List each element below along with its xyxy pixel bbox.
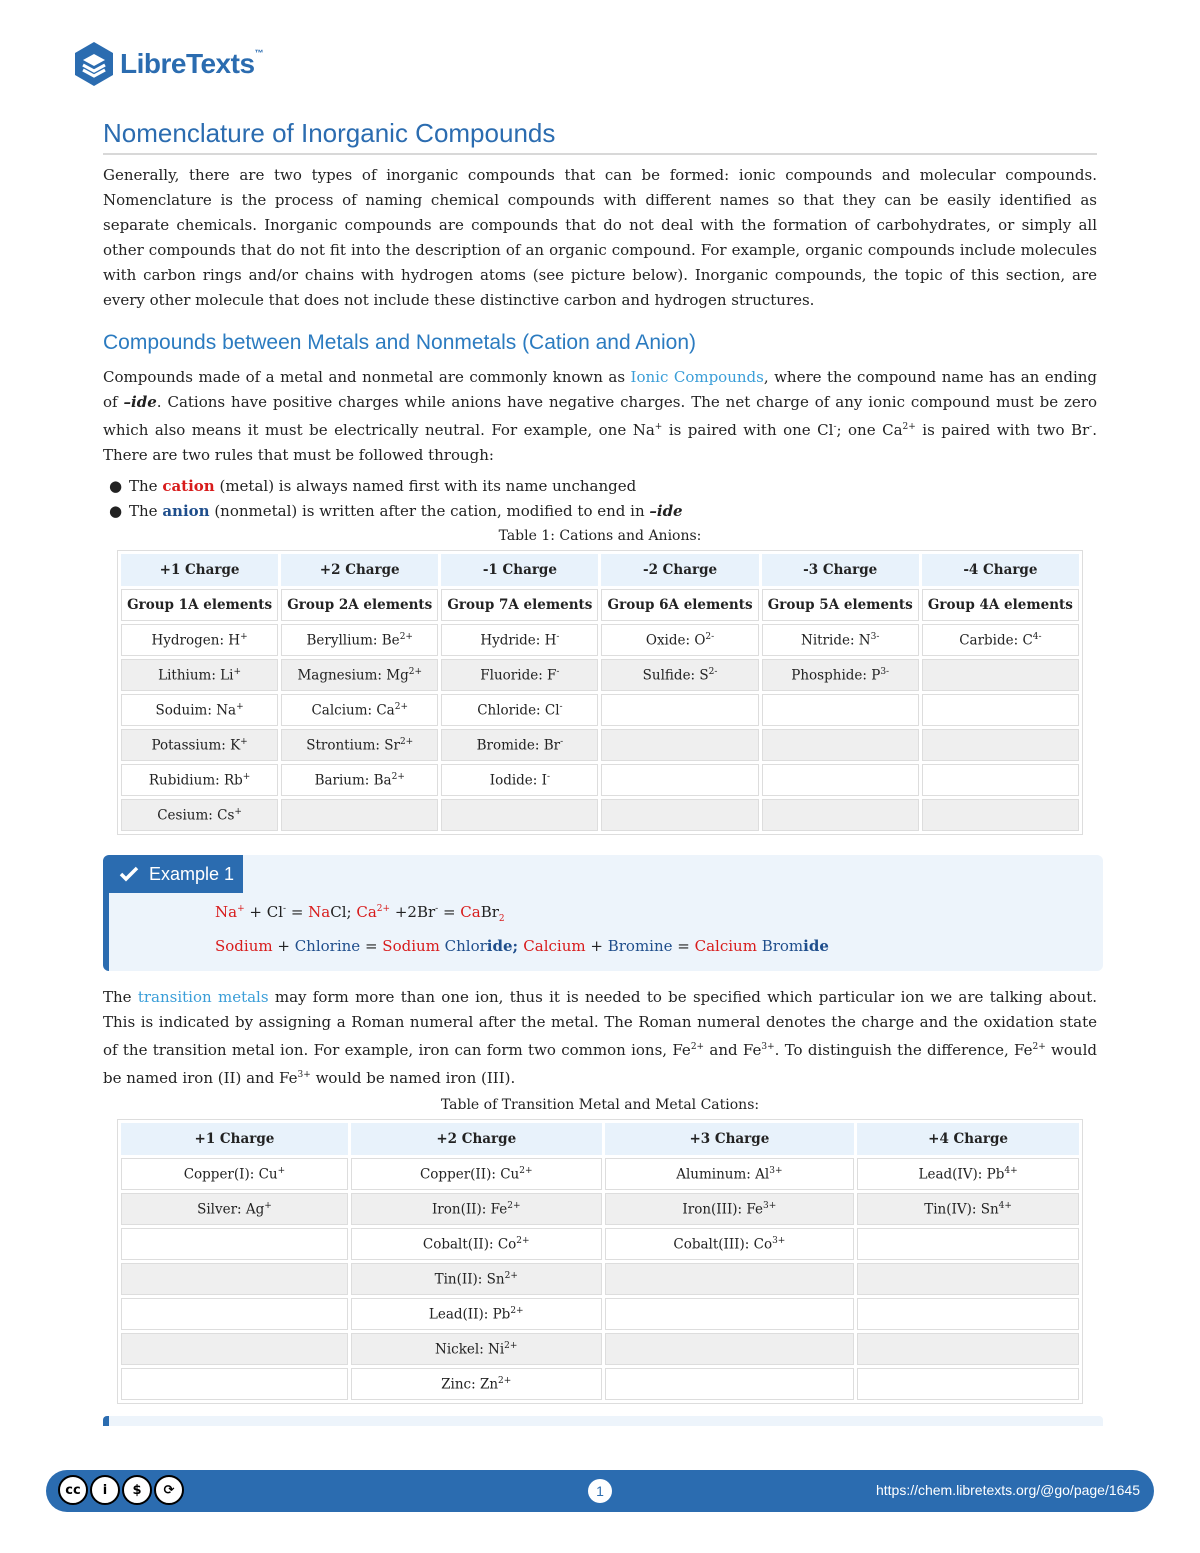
example-formula-line: Na+ + Cl- = NaCl; $Ca^{2+} +2Br^-$ = CaBr$_2$: [215, 903, 505, 924]
group-cell: Group 4A elements: [922, 589, 1079, 621]
table-cell: Copper(II): $Cu^{2+}$: [351, 1158, 602, 1190]
table-row: [121, 659, 1079, 691]
group-cell: Group 5A elements: [762, 589, 919, 621]
example-name-line: Sodium + Chlorine = Sodium Chloride; Calcium + Bromine = Calcium Bromide: [215, 937, 829, 955]
table-cell: [857, 1333, 1079, 1365]
table-cell: [441, 799, 598, 831]
table-cell: Phosphide: $P^{3-}$: [762, 659, 919, 691]
table2-caption: Table of Transition Metal and Metal Cations:: [440, 1097, 760, 1113]
table-cell: [601, 764, 758, 796]
transition-metals-link[interactable]: transition metals: [137, 988, 269, 1006]
table-cell: [922, 694, 1079, 726]
page-number: 1: [588, 1479, 612, 1503]
table-cell: Calcium: $Ca^{2+}$: [281, 694, 438, 726]
nc-icon: $: [122, 1475, 152, 1505]
table-cell: Barium: $Ba^{2+}$: [281, 764, 438, 796]
column-header: +4 Charge: [857, 1123, 1079, 1155]
table-cell: Hydride: H-: [441, 624, 598, 656]
table-cell: [605, 1333, 855, 1365]
table-cell: Cobalt(III): $Co^{3+}$: [605, 1228, 855, 1260]
column-header: -2 Charge: [601, 554, 758, 586]
table-cell: [121, 1263, 348, 1295]
table-cell: Chloride: Cl-: [441, 694, 598, 726]
table-cell: Cobalt(II): $Co^{2+}$: [351, 1228, 602, 1260]
group-cell: Group 1A elements: [121, 589, 278, 621]
table-row: [121, 694, 1079, 726]
table-cell: Copper(I): Cu+: [121, 1158, 348, 1190]
table-cell: Silver: Ag+: [121, 1193, 348, 1225]
column-header: +2 Charge: [351, 1123, 602, 1155]
table-cell: Sulfide: $S^{2-}$: [601, 659, 758, 691]
checkmark-icon: [119, 866, 139, 882]
table-cell: [857, 1298, 1079, 1330]
column-header: -4 Charge: [922, 554, 1079, 586]
cc-icon: cc: [58, 1475, 88, 1505]
table-cell: Lead(II): $Pb^{2+}$: [351, 1298, 602, 1330]
table-cell: Strontium: $Sr^{2+}$: [281, 729, 438, 761]
table-cell: Bromide: Br-: [441, 729, 598, 761]
logo-wordmark: LibreTexts™: [120, 48, 264, 79]
table-cell: Magnesium: $Mg^{2+}$: [281, 659, 438, 691]
table-cell: Rubidium: Rb+: [121, 764, 278, 796]
by-icon: i: [90, 1475, 120, 1505]
table-cell: Aluminum: $Al^{3+}$: [605, 1158, 855, 1190]
article-content: [103, 118, 1097, 835]
group-cell: Group 6A elements: [601, 589, 758, 621]
group-cell: Group 7A elements: [441, 589, 598, 621]
table-row: [121, 1158, 1079, 1190]
example-label: Example 1: [109, 855, 243, 893]
table-cell: [605, 1368, 855, 1400]
table-cell: [601, 799, 758, 831]
table-row: [121, 1263, 1079, 1295]
table-cell: [922, 764, 1079, 796]
table-row: [121, 1333, 1079, 1365]
table-cell: Zinc: $Zn^{2+}$: [351, 1368, 602, 1400]
bullet-icon: ●: [109, 477, 123, 495]
table-cell: [601, 729, 758, 761]
table-row: [121, 624, 1079, 656]
libretexts-logo[interactable]: [72, 40, 263, 88]
next-box-stub: [103, 1416, 1103, 1426]
table-cell: [857, 1263, 1079, 1295]
column-header: -1 Charge: [441, 554, 598, 586]
table-cell: [281, 799, 438, 831]
table-cell: Tin(IV): $Sn^{4+}$: [857, 1193, 1079, 1225]
intro-paragraph: Generally, there are two types of inorganic compounds that can be formed: ionic compounds and molecular compounds. Nomenclature is the process of naming chemical compounds with different names so that they can be easily identified as separate chemicals. Inorganic compounds are compounds that do not deal with the formation of carbohydrates, or simply all other compounds that do not fit into the description of an organic compound. For example, organic compounds include molecules with carbon rings and/or chains with hydrogen atoms (see picture below). Inorganic compounds, the topic of this section, are every other molecule that does not include these distinctive carbon and hydrogen structures.: [103, 166, 1097, 309]
table-cell: [922, 729, 1079, 761]
table-row: [121, 1298, 1079, 1330]
table-cell: [857, 1368, 1079, 1400]
table-cell: Oxide: $O^{2-}$: [601, 624, 758, 656]
rule-item: ● The anion (nonmetal) is written after the cation, modified to end in –ide: [129, 499, 1097, 524]
column-header: +2 Charge: [281, 554, 438, 586]
table-row: [121, 764, 1079, 796]
table-row: [121, 1193, 1079, 1225]
table-cell: [121, 1368, 348, 1400]
ionic-paragraph: Compounds made of a metal and nonmetal are commonly known as Ionic Compounds, where the compound name has an ending of –ide. Cations have positive charges while anions have negative charges. The net charge of any ionic compound must be zero which also means it must be electrically neutral. For example, one Na+ is paired with one Cl-; one $Ca^{2+}$ is paired with two Br-. There are two rules that must be followed through:: [103, 368, 1098, 464]
column-header: -3 Charge: [762, 554, 919, 586]
table-cell: [121, 1298, 348, 1330]
table-cell: [601, 694, 758, 726]
transition-section: [103, 985, 1097, 1404]
cations-anions-table: [117, 550, 1083, 835]
sa-icon: ⟳: [154, 1475, 184, 1505]
libretexts-logo-icon: [72, 40, 116, 88]
table-cell: Nitride: $N^{3-}$: [762, 624, 919, 656]
group-row: [121, 589, 1079, 621]
column-header: +1 Charge: [121, 554, 278, 586]
table-row: [121, 1228, 1079, 1260]
table-row: [121, 799, 1079, 831]
table-cell: Carbide: $C^{4-}$: [922, 624, 1079, 656]
example-box: [103, 855, 1103, 971]
table-cell: [121, 1333, 348, 1365]
naming-rules-list: [103, 474, 1097, 524]
table-cell: [605, 1298, 855, 1330]
table-cell: [922, 799, 1079, 831]
table1-caption: Table 1: Cations and Anions:: [498, 528, 702, 544]
cc-license-badge[interactable]: [58, 1475, 184, 1505]
transition-metals-table: [117, 1119, 1083, 1404]
table-cell: [605, 1263, 855, 1295]
section-heading: Compounds between Metals and Nonmetals (Cation and Anion): [103, 331, 697, 354]
page-title: Nomenclature of Inorganic Compounds: [103, 118, 1097, 155]
table-cell: Nickel: $Ni^{2+}$: [351, 1333, 602, 1365]
column-header: +1 Charge: [121, 1123, 348, 1155]
page-footer: [46, 1470, 1154, 1512]
table-cell: Potassium: K+: [121, 729, 278, 761]
table-cell: Lithium: Li+: [121, 659, 278, 691]
table-cell: [762, 799, 919, 831]
table-cell: Fluoride: F-: [441, 659, 598, 691]
table-cell: Iodide: I-: [441, 764, 598, 796]
table-cell: [922, 659, 1079, 691]
table-cell: [121, 1228, 348, 1260]
table-cell: [762, 764, 919, 796]
table-cell: Lead(IV): $Pb^{4+}$: [857, 1158, 1079, 1190]
group-cell: Group 2A elements: [281, 589, 438, 621]
table-cell: Hydrogen: H+: [121, 624, 278, 656]
column-header: +3 Charge: [605, 1123, 855, 1155]
table-row: [121, 729, 1079, 761]
table-cell: Tin(II): $Sn^{2+}$: [351, 1263, 602, 1295]
table-cell: [762, 694, 919, 726]
table-cell: Soduim: Na+: [121, 694, 278, 726]
table-cell: Cesium: Cs+: [121, 799, 278, 831]
table-cell: Iron(II): $Fe^{2+}$: [351, 1193, 602, 1225]
table-cell: Iron(III): $Fe^{3+}$: [605, 1193, 855, 1225]
rule-item: ● The cation (metal) is always named first with its name unchanged: [129, 474, 1097, 499]
table-cell: [857, 1228, 1079, 1260]
page-url[interactable]: https://chem.libretexts.org/@go/page/1645: [875, 1482, 1140, 1498]
transition-paragraph: The transition metals may form more than one ion, thus it is needed to be specified which particular ion we are talking about. This is indicated by assigning a Roman numeral after the metal. The Roman numeral denotes the charge and the oxidation state of the transition metal ion. For example, iron can form two common ions, $Fe^{2+}$ and $Fe^{3+}$. To distinguish the difference, $Fe^{2+}$ would be named iron (II) and $Fe^{3+}$ would be named iron (III).: [103, 988, 1097, 1087]
bullet-icon: ●: [109, 502, 123, 520]
ionic-compounds-link[interactable]: Ionic Compounds: [630, 368, 764, 386]
table-row: [121, 1368, 1079, 1400]
table-cell: [762, 729, 919, 761]
table-cell: Beryllium: $Be^{2+}$: [281, 624, 438, 656]
